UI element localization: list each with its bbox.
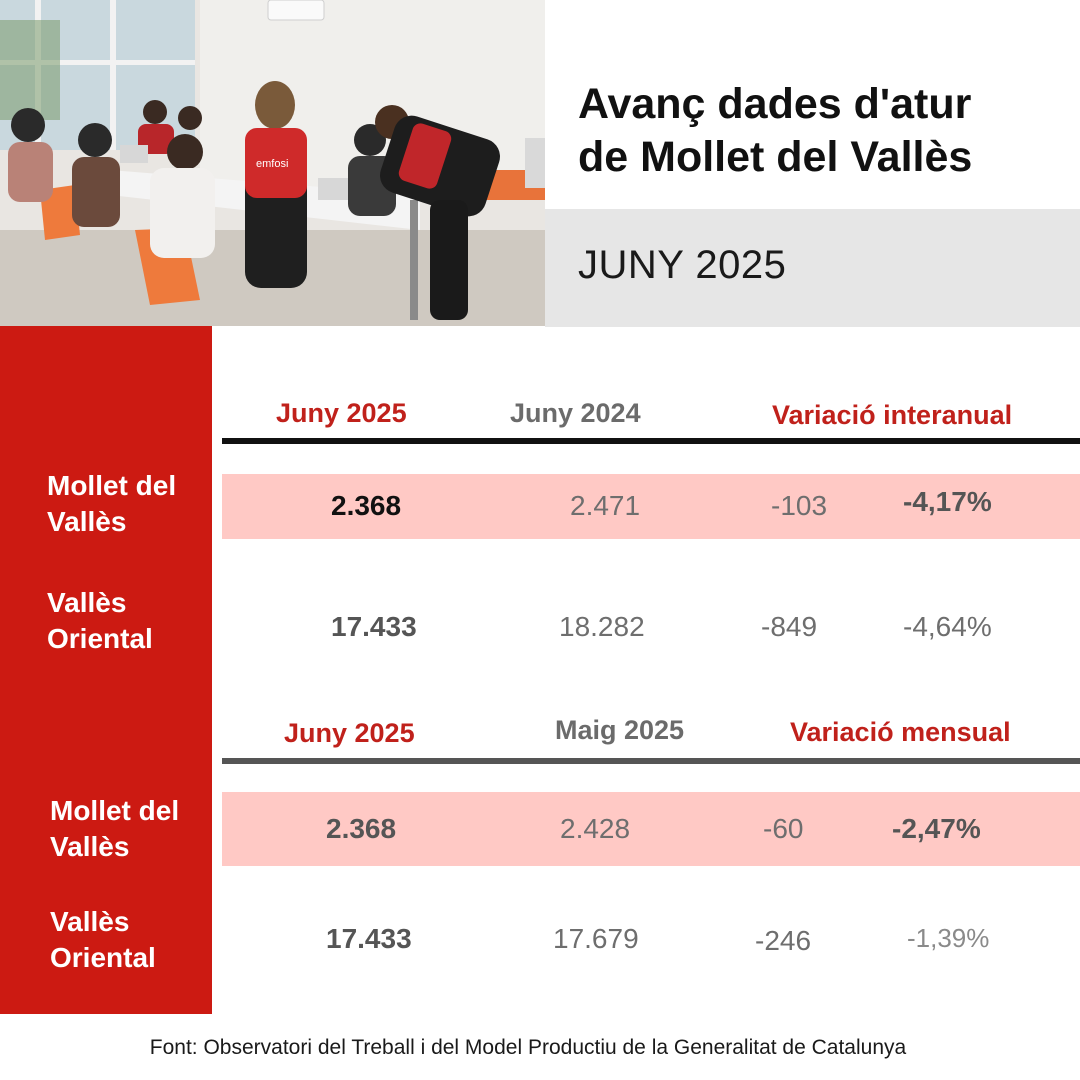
- row-label-line: Vallès: [50, 831, 130, 862]
- cell-previous: 18.282: [559, 611, 645, 642]
- cell-diff: -246: [755, 925, 812, 956]
- cell-diff: -60: [763, 813, 804, 844]
- col-header-current: Juny 2025: [284, 718, 415, 748]
- cell-previous: 17.679: [553, 923, 639, 954]
- title-line-1: Avanç dades d'atur: [578, 80, 972, 128]
- row-label-line: Mollet del: [47, 470, 177, 501]
- col-header-previous: Juny 2024: [510, 398, 641, 428]
- row-label-line: Vallès: [50, 906, 130, 937]
- row-label-line: Vallès: [47, 506, 127, 537]
- cell-diff: -849: [761, 611, 818, 642]
- date-band: [545, 209, 1080, 327]
- cell-previous: 2.471: [570, 490, 641, 521]
- cell-current: 17.433: [331, 611, 417, 642]
- table-divider: [222, 758, 1080, 764]
- row-label-valles-1: [47, 585, 153, 657]
- row-label-valles-2: [50, 904, 156, 976]
- cell-current: 17.433: [326, 923, 412, 954]
- row-label-mollet-1: [47, 468, 176, 540]
- row-label-mollet-2: [50, 793, 179, 865]
- page-title: [578, 78, 1068, 184]
- source-note: Font: Observatori del Treball i del Model Productiu de la Generalitat de Catalunya: [149, 1036, 907, 1059]
- col-header-variation: Variació interanual: [772, 400, 1013, 430]
- cell-pct: -2,47%: [892, 813, 981, 844]
- col-header-variation: Variació mensual: [790, 717, 1011, 747]
- workshop-photo: [0, 0, 545, 326]
- cell-pct: -1,39%: [907, 923, 990, 953]
- col-header-previous: Maig 2025: [555, 715, 685, 745]
- title-line-2: de Mollet del Vallès: [578, 133, 973, 181]
- col-header-current: Juny 2025: [276, 398, 407, 428]
- table-divider: [222, 438, 1080, 444]
- period-label: JUNY 2025: [578, 243, 787, 287]
- row-label-line: Vallès: [47, 587, 127, 618]
- row-label-line: Mollet del: [50, 795, 180, 826]
- row-label-line: Oriental: [47, 623, 153, 654]
- cell-pct: -4,17%: [903, 486, 992, 517]
- cell-current: 2.368: [326, 813, 397, 844]
- cell-previous: 2.428: [560, 813, 631, 844]
- cell-pct: -4,64%: [903, 611, 992, 642]
- cell-diff: -103: [771, 490, 828, 521]
- vest-logo-text: emfosi: [256, 158, 289, 170]
- row-label-line: Oriental: [50, 942, 156, 973]
- cell-current: 2.368: [331, 490, 402, 521]
